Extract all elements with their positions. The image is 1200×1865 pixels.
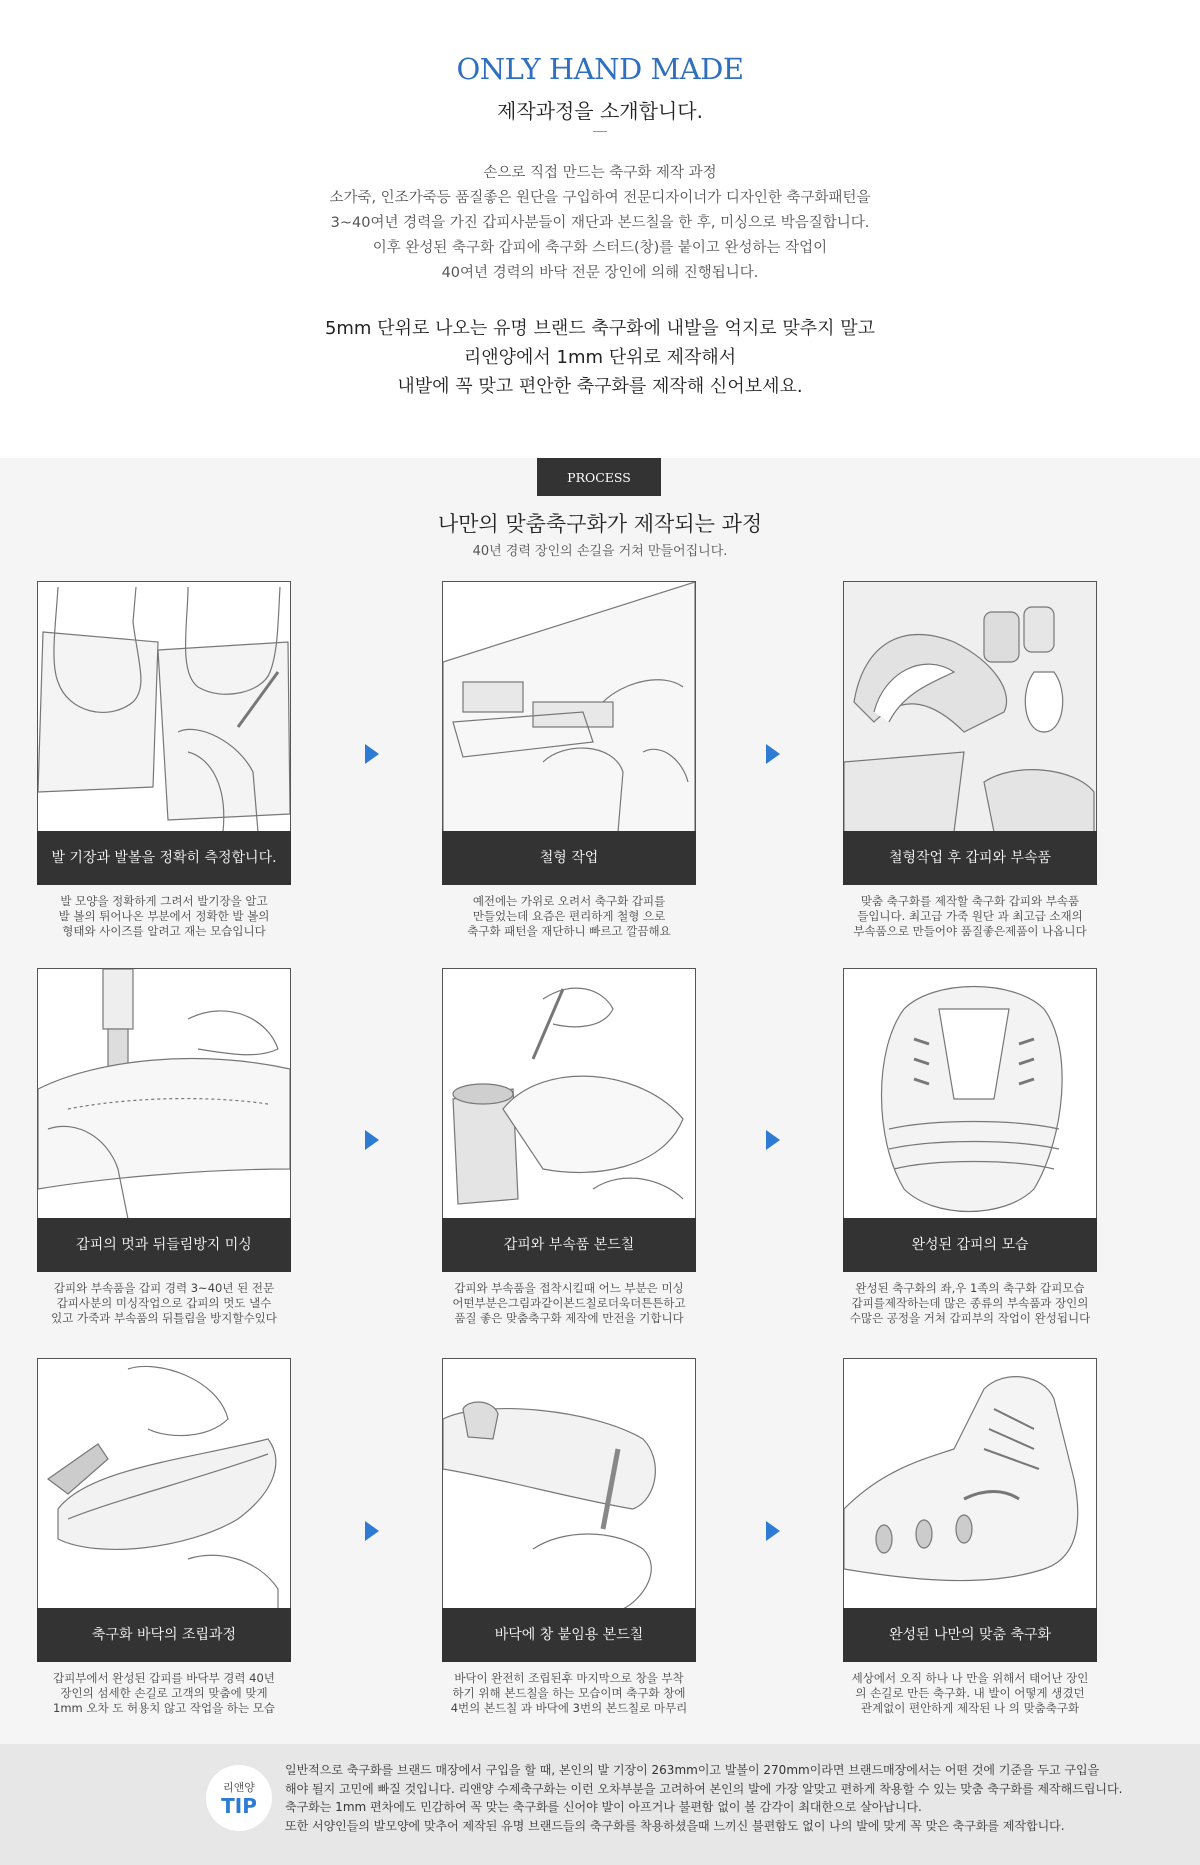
intro-title: ONLY HAND MADE <box>456 52 744 86</box>
tip-text <box>285 1761 1165 1835</box>
desc-line: 있고 가죽과 부속품의 뒤틀림을 방지할수있다 <box>51 1311 277 1325</box>
desc-line: 갑피와 부속품을 접착시킬때 어느 부분은 미싱 <box>454 1281 684 1295</box>
step-description <box>442 1671 696 1716</box>
tip-line: 일반적으로 축구화를 브랜드 매장에서 구입을 할 때, 본인의 발 기장이 263mm이고 발볼이 270mm이라면 브랜드매장에서는 어떤 것에 기준을 두고 구입을 <box>285 1763 1100 1777</box>
step-description <box>843 1671 1097 1716</box>
step-illustration <box>843 581 1097 833</box>
step-label: 발 기장과 발볼을 정확히 측정합니다. <box>37 831 291 885</box>
desc-line: 맞춤 축구화를 제작할 축구화 갑피와 부속품 <box>860 894 1080 908</box>
arrow-right-icon <box>766 1130 780 1150</box>
intro-description <box>0 161 1200 286</box>
desc-line: 세상에서 오직 하나 나 만을 위해서 태어난 장인 <box>851 1671 1089 1685</box>
process-tab: PROCESS <box>537 458 661 496</box>
highlight-line: 리앤양에서 1mm 단위로 제작해서 <box>463 347 737 368</box>
tip-line: 축구화는 1mm 편차에도 민감하여 꼭 맞는 축구화를 신어야 발이 아프거나 불편함 없이 볼 감각이 최대한으로 살아납니다. <box>285 1800 922 1814</box>
process-title: 나만의 맞춤축구화가 제작되는 과정 <box>437 512 763 536</box>
tip-label: TIP <box>221 1794 257 1818</box>
intro-highlight <box>0 314 1200 401</box>
tip-line: 또한 서양인들의 발모양에 맞추어 제작된 유명 브랜드들의 축구화를 착용하셨을때 느끼신 불편함도 없이 나의 발에 맞게 꼭 맞은 축구화를 제작합니다. <box>285 1818 1065 1833</box>
step-description <box>843 894 1097 939</box>
arrow-right-icon <box>365 1521 379 1541</box>
desc-line: 형태와 사이즈를 알려고 재는 모습입니다 <box>62 924 266 938</box>
tip-line: 해야 될지 고민에 빠질 것입니다. 리앤양 수제축구화는 이런 오차부분을 고려하여 본인의 발에 가장 알맞고 편하게 착용할 수 있는 맞춤 축구화를 제작해드립니다. <box>285 1781 1123 1796</box>
arrow-right-icon <box>365 1130 379 1150</box>
tip-badge <box>206 1765 272 1831</box>
desc-line: 품질 좋은 맞춤축구화 제작에 만전을 기합니다 <box>454 1311 684 1325</box>
desc-line: 예전에는 가위로 오려서 축구화 갑피를 <box>472 894 666 908</box>
desc-line: 4번의 본드칠 과 바닥에 3번의 본드칠로 마무리 <box>450 1701 688 1715</box>
step-description <box>843 1281 1097 1326</box>
highlight-line: 내발에 꼭 맞고 편안한 축구화를 제작해 신어보세요. <box>397 376 803 397</box>
highlight-line: 5mm 단위로 나오는 유명 브랜드 축구화에 내발을 억지로 맞추지 말고 <box>324 318 876 339</box>
step-description <box>37 1281 291 1326</box>
intro-line: 손으로 직접 만드는 축구화 제작 과정 <box>483 165 717 181</box>
step-label: 바닥에 창 붙임용 본드칠 <box>442 1608 696 1662</box>
step-label: 축구화 바닥의 조립과정 <box>37 1608 291 1662</box>
step-label: 갑피와 부속품 본드칠 <box>442 1218 696 1272</box>
desc-line: 하기 위해 본드칠을 하는 모습이며 축구화 창에 <box>452 1686 686 1700</box>
intro-line: 소가죽, 인조가죽등 품질좋은 원단을 구입하여 전문디자이너가 디자인한 축구화패턴을 <box>329 190 871 206</box>
step-description <box>37 1671 291 1716</box>
desc-line: 갑피부에서 완성된 갑피를 바닥부 경력 40년 <box>53 1671 275 1685</box>
step-illustration <box>442 1358 696 1610</box>
desc-line: 어떤부분은그림과같이본드칠로더욱더튼튼하고 <box>452 1296 686 1310</box>
step-illustration <box>442 968 696 1220</box>
desc-line: 발 볼의 튀어나온 부분에서 정확한 발 볼의 <box>58 909 270 923</box>
desc-line: 관계없이 편안하게 제작된 나 의 맞춤축구화 <box>860 1701 1080 1715</box>
desc-line: 갑피사분의 미싱작업으로 갑피의 멋도 낼수 <box>56 1296 272 1310</box>
desc-line: 발 모양을 정확하게 그려서 발기장을 알고 <box>60 894 268 908</box>
desc-line: 수많은 공정을 거쳐 갑피부의 작업이 완성됩니다 <box>849 1311 1091 1325</box>
process-section <box>0 458 1200 1865</box>
intro-line: 이후 완성된 축구화 갑피에 축구화 스터드(창)를 붙이고 완성하는 작업이 <box>372 240 828 256</box>
intro-line: 40여년 경력의 바닥 전문 장인에 의해 진행됩니다. <box>441 265 759 281</box>
desc-line: 갑피를제작하는데 많은 종류의 부속품과 장인의 <box>851 1296 1089 1310</box>
step-label: 완성된 갑피의 모습 <box>843 1218 1097 1272</box>
desc-line: 장인의 섬세한 손길로 고객의 맞춤에 맞게 <box>60 1686 268 1700</box>
step-illustration <box>442 581 696 833</box>
step-illustration <box>843 968 1097 1220</box>
tip-section <box>0 1744 1200 1865</box>
step-illustration <box>37 581 291 833</box>
desc-line: 들입니다. 최고급 가죽 원단 과 최고급 소재의 <box>857 909 1083 923</box>
desc-line: 갑피와 부속품을 갑피 경력 3~40년 된 전문 <box>53 1281 275 1295</box>
intro-line: 3~40여년 경력을 가진 갑피사분들이 재단과 본드칠을 한 후, 미싱으로 박음질합니다. <box>330 215 870 231</box>
step-illustration <box>37 1358 291 1610</box>
step-label: 갑피의 멋과 뒤들림방지 미싱 <box>37 1218 291 1272</box>
desc-line: 의 손길로 만든 축구화. 내 발이 어떻게 생겼던 <box>855 1686 1085 1700</box>
step-label: 완성된 나만의 맞춤 축구화 <box>843 1608 1097 1662</box>
desc-line: 완성된 축구화의 좌,우 1족의 축구화 갑피모습 <box>855 1281 1085 1295</box>
intro-section <box>0 0 1200 458</box>
desc-line: 바닥이 완전히 조립된후 마지막으로 창을 부착 <box>454 1671 684 1685</box>
arrow-right-icon <box>365 744 379 764</box>
step-description <box>442 1281 696 1326</box>
intro-subtitle: 제작과정을 소개합니다. <box>497 99 703 123</box>
step-description <box>37 894 291 939</box>
desc-line: 1mm 오차 도 허용치 않고 작업을 하는 모습 <box>53 1701 275 1715</box>
step-label: 철형작업 후 갑피와 부속품 <box>843 831 1097 885</box>
arrow-right-icon <box>766 1521 780 1541</box>
process-subtitle: 40년 경력 장인의 손길을 거쳐 만들어집니다. <box>472 544 728 559</box>
desc-line: 부속품으로 만들어야 품질좋은제품이 나옵니다 <box>853 924 1087 938</box>
step-illustration <box>843 1358 1097 1610</box>
divider <box>593 131 607 132</box>
tip-brand: 리앤양 <box>223 1781 255 1794</box>
step-illustration <box>37 968 291 1220</box>
arrow-right-icon <box>766 744 780 764</box>
step-description <box>442 894 696 939</box>
step-label: 철형 작업 <box>442 831 696 885</box>
desc-line: 축구화 패턴을 재단하니 빠르고 깔끔해요 <box>467 924 671 938</box>
desc-line: 만들었는데 요즘은 편리하게 철형 으로 <box>472 909 666 923</box>
